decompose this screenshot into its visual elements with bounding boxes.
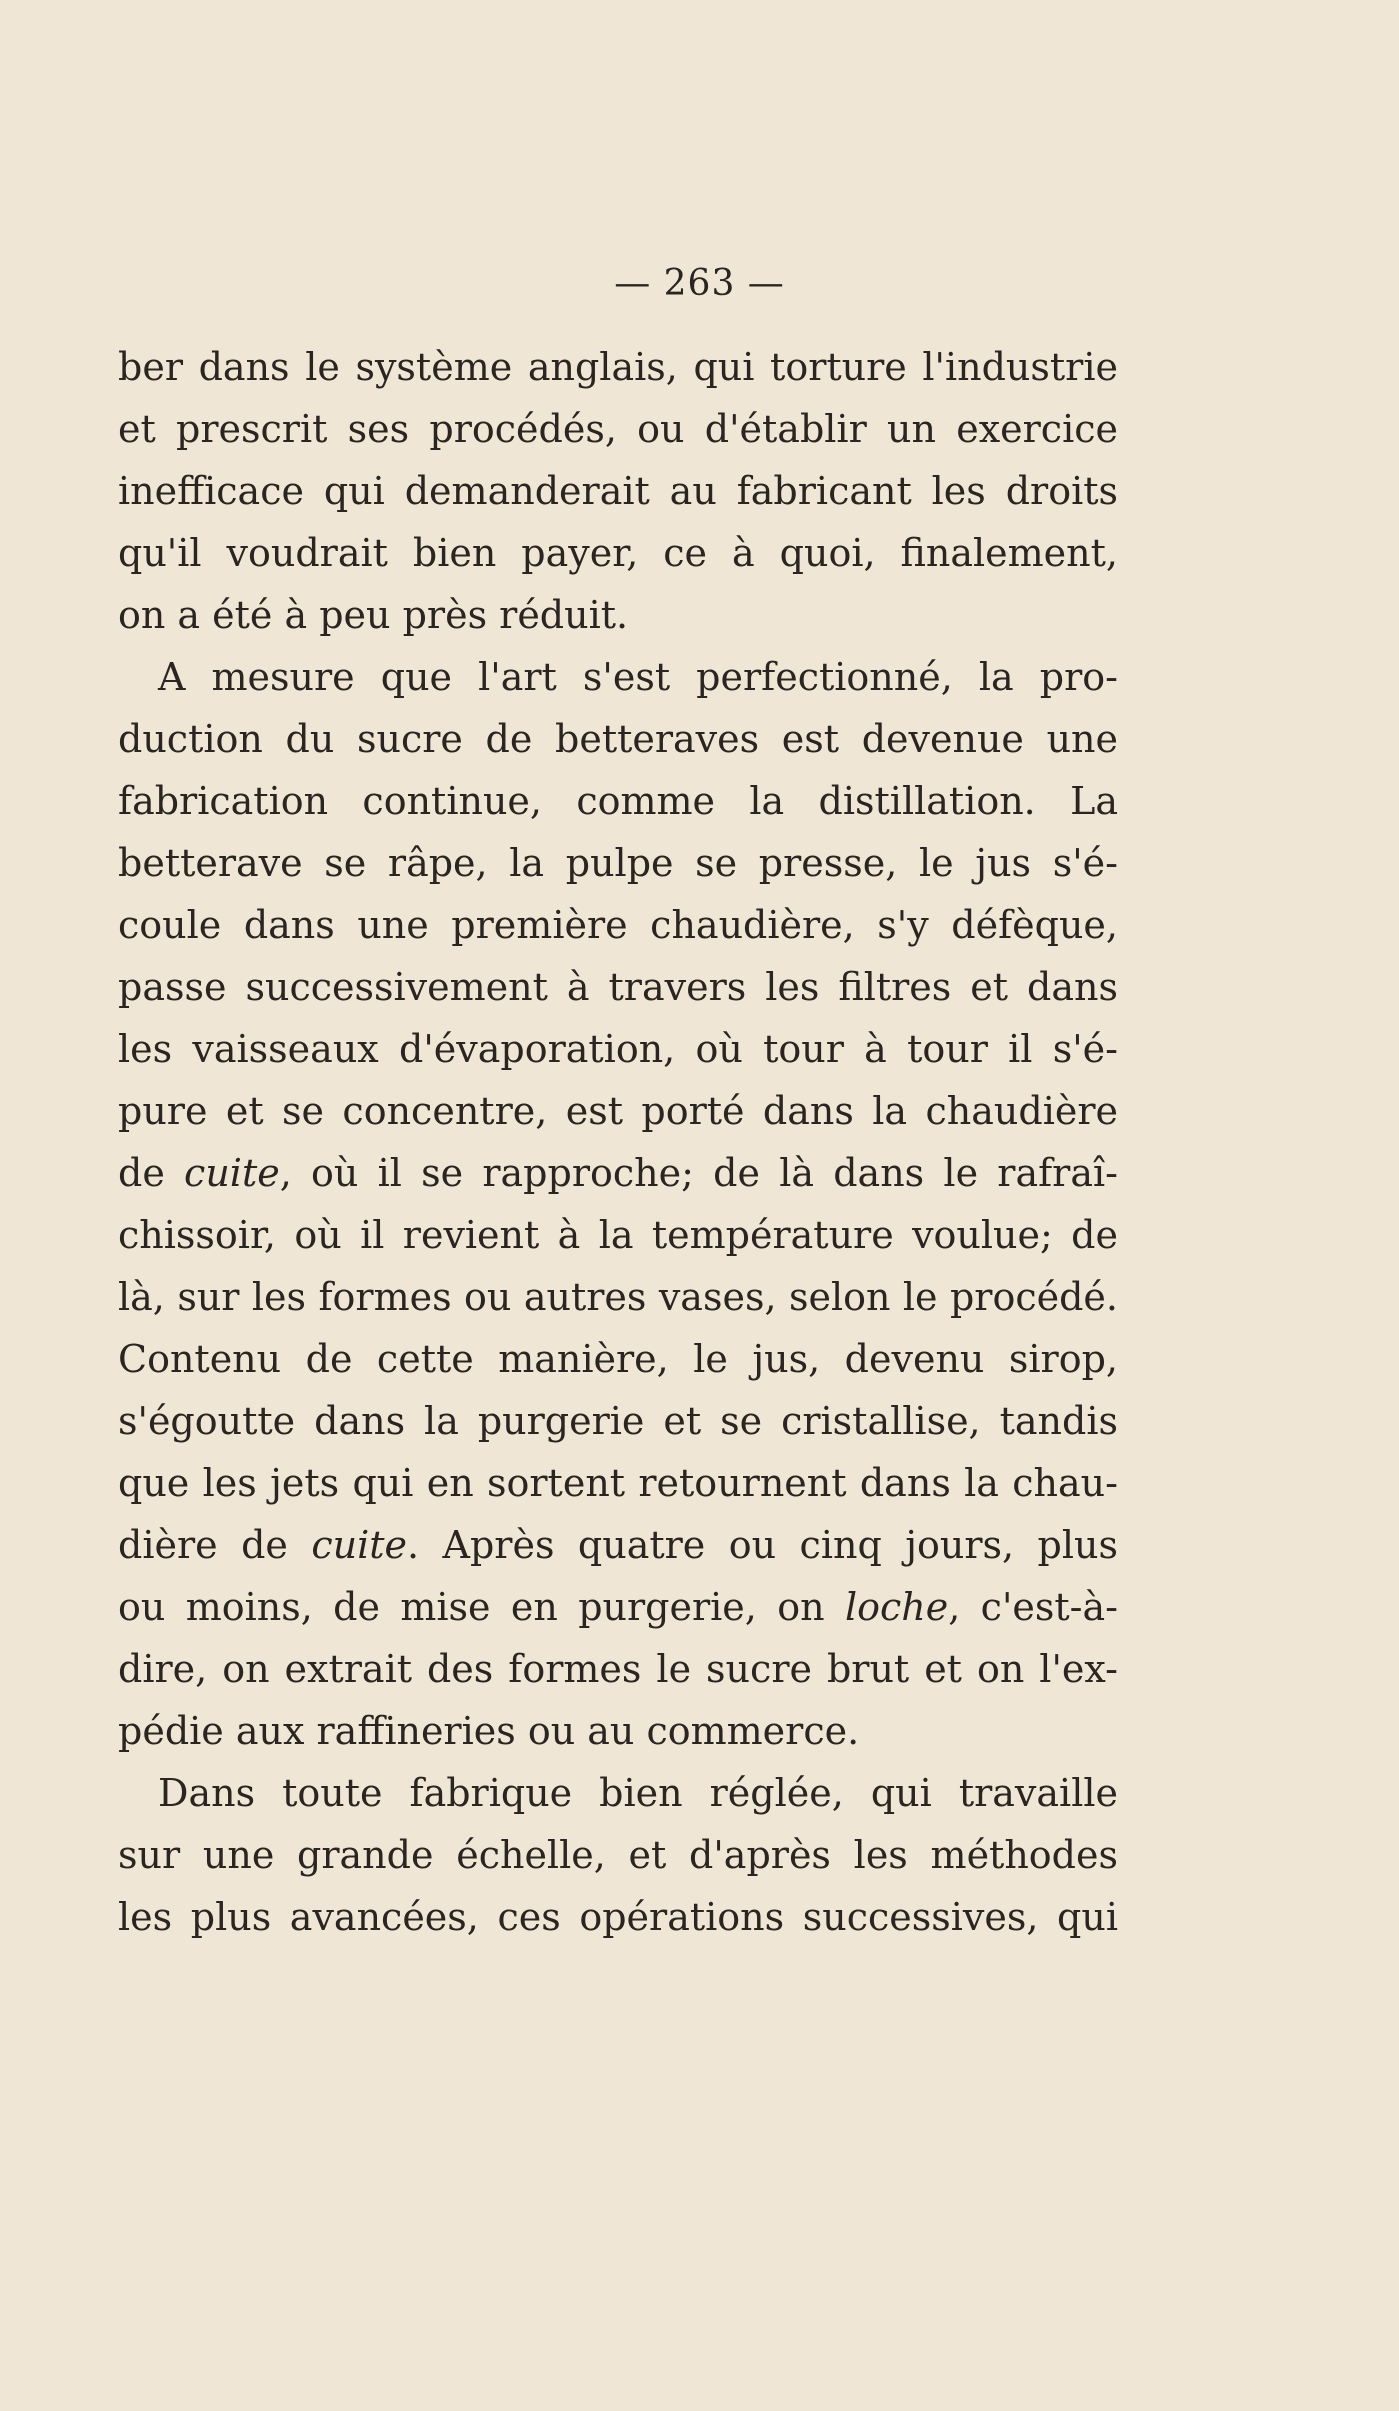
text-line: fabrication continue, comme la distillation. La <box>118 779 1118 823</box>
text-line: s'égoutte dans la purgerie et se cristallise, tandis <box>118 1399 1118 1443</box>
text-line: que les jets qui en sortent retournent dans la chau- <box>118 1461 1118 1505</box>
italic-term: cuite <box>311 1523 408 1567</box>
text-line: inefficace qui demanderait au fabricant les droits <box>118 469 1118 513</box>
text-line: betterave se râpe, la pulpe se presse, le jus s'é- <box>118 841 1118 885</box>
text-line: les vaisseaux d'évaporation, où tour à tour il s'é- <box>118 1027 1118 1071</box>
text-line: et prescrit ses procédés, ou d'établir un exercice <box>118 407 1118 451</box>
text-line: on a été à peu près réduit. <box>118 593 629 637</box>
text-line: passe successivement à travers les filtres et dans <box>118 965 1118 1009</box>
text-line: coule dans une première chaudière, s'y défèque, <box>118 903 1118 947</box>
text-line: pédie aux raffineries ou au commerce. <box>118 1709 860 1753</box>
text-line: sur une grande échelle, et d'après les méthodes <box>118 1833 1118 1877</box>
text-line: pure et se concentre, est porté dans la chaudière <box>118 1089 1118 1133</box>
text-line: dire, on extrait des formes le sucre brut et on l'ex- <box>118 1647 1118 1691</box>
text-line: de cuite, où il se rapproche; de là dans le rafraî- <box>118 1151 1118 1195</box>
text-line: chissoir, où il revient à la température voulue; de <box>118 1213 1118 1257</box>
page-number: — 263 — <box>614 263 785 304</box>
text-line: A mesure que l'art s'est perfectionné, la pro- <box>158 655 1118 699</box>
text-line: Contenu de cette manière, le jus, devenu sirop, <box>118 1337 1118 1381</box>
text-line: duction du sucre de betteraves est devenue une <box>118 717 1118 761</box>
text-line: Dans toute fabrique bien réglée, qui travaille <box>158 1771 1118 1815</box>
text-line: dière de cuite. Après quatre ou cinq jours, plus <box>118 1523 1119 1567</box>
italic-term: loche <box>844 1585 949 1629</box>
body-text <box>118 336 1118 1948</box>
text-line: qu'il voudrait bien payer, ce à quoi, finalement, <box>118 531 1118 575</box>
text-line: les plus avancées, ces opérations successives, qui <box>118 1895 1118 1939</box>
italic-term: cuite <box>184 1151 280 1195</box>
text-line: là, sur les formes ou autres vases, selon le procédé. <box>118 1275 1118 1319</box>
text-line: ou moins, de mise en purgerie, on loche, c'est-à- <box>118 1585 1118 1629</box>
text-line: ber dans le système anglais, qui torture l'industrie <box>118 345 1118 389</box>
